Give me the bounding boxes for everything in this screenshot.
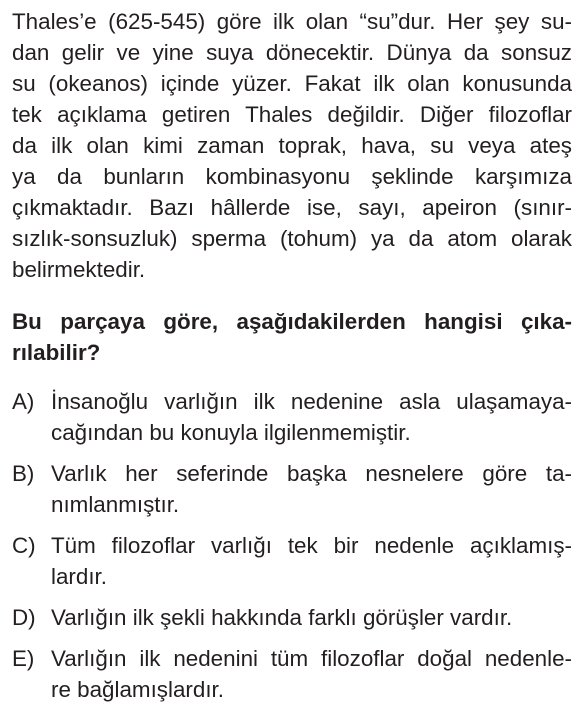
option-text: Tüm filozoflar varlığı tek bir nedenle açıklamış- <box>51 533 572 558</box>
passage-text <box>12 6 572 285</box>
option-letter: E) <box>12 646 35 671</box>
passage-line: da ilk olan kimi zaman toprak, hava, su veya ateş <box>12 133 572 158</box>
option-b[interactable] <box>12 458 572 520</box>
option-d[interactable] <box>12 602 572 633</box>
question-page <box>12 6 572 715</box>
option-text: lardır. <box>51 564 107 589</box>
option-letter: B) <box>12 461 35 486</box>
option-letter: A) <box>12 389 35 414</box>
question-line: rılabilir? <box>12 340 101 365</box>
answer-options <box>12 386 572 705</box>
passage-line: sızlık-sonsuzluk) sperma (tohum) ya da atom olarak <box>12 226 572 251</box>
option-letter: D) <box>12 605 36 630</box>
option-e[interactable] <box>12 643 572 705</box>
option-text: Varlığın ilk şekli hakkında farklı görüşler vardır. <box>51 605 513 630</box>
option-text: İnsanoğlu varlığın ilk nedenine asla ulaşamaya- <box>51 389 572 414</box>
passage-line: su (okeanos) içinde yüzer. Fakat ilk olan konusunda <box>12 71 572 96</box>
passage-line: tek açıklama getiren Thales değildir. Diğer filozoflar <box>12 102 572 127</box>
option-c[interactable] <box>12 530 572 592</box>
option-text: nımlanmıştır. <box>51 492 180 517</box>
option-text: cağından bu konuyla ilgilenmemiştir. <box>51 420 411 445</box>
passage-line: dan gelir ve yine suya dönecektir. Dünya da sonsuz <box>12 40 572 65</box>
option-a[interactable] <box>12 386 572 448</box>
passage-line: çıkmaktadır. Bazı hâllerde ise, sayı, apeiron (sınır- <box>12 195 572 220</box>
option-text: Varlığın ilk nedenini tüm filozoflar doğal nedenle- <box>51 646 572 671</box>
option-text: re bağlamışlardır. <box>51 677 224 702</box>
option-letter: C) <box>12 533 36 558</box>
option-text: Varlık her seferinde başka nesnelere göre ta- <box>51 461 572 486</box>
passage-line: belirmektedir. <box>12 257 146 282</box>
passage-line: ya da bunların kombinasyonu şeklinde karşımıza <box>12 164 572 189</box>
passage-line: Thales’e (625-545) göre ilk olan “su”dur. Her şey su- <box>12 9 572 34</box>
question-line: Bu parçaya göre, aşağıdakilerden hangisi çıka- <box>12 309 572 334</box>
question-stem <box>12 306 572 368</box>
